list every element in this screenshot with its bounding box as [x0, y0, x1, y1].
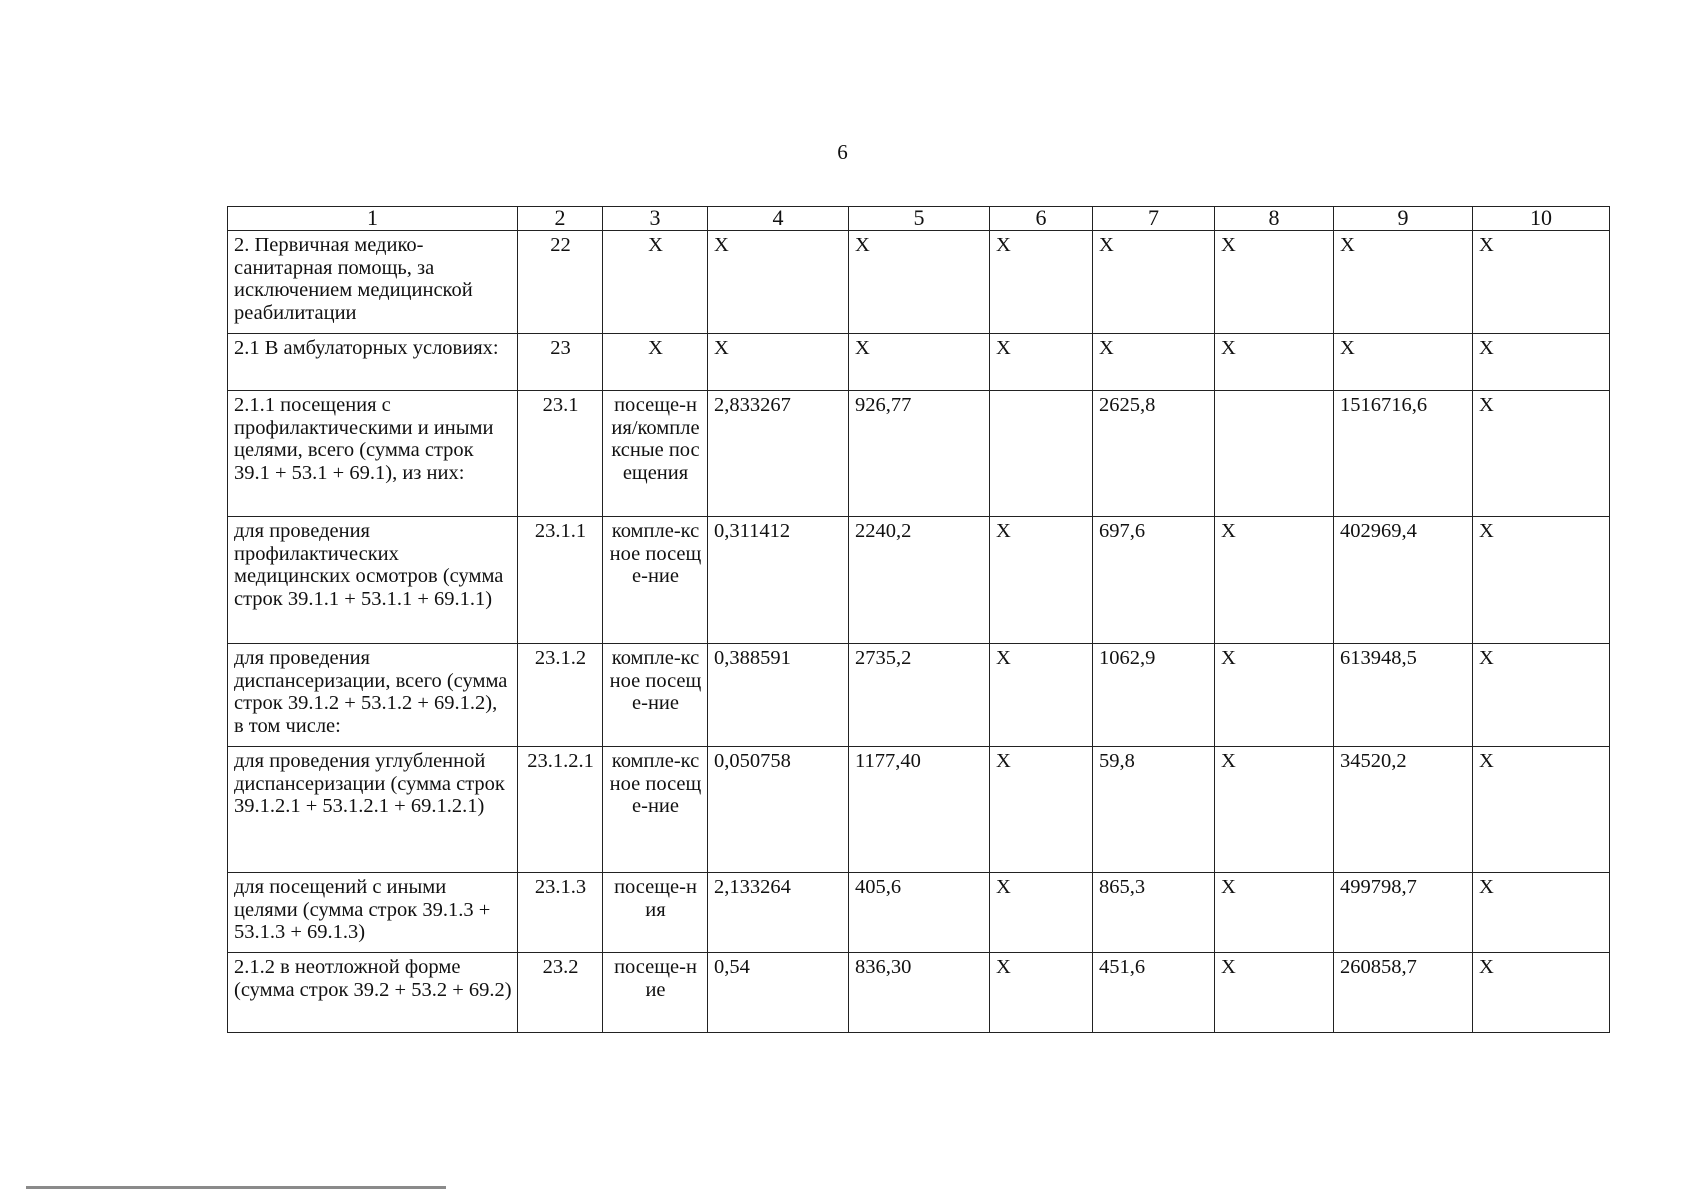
row-name: для проведения профилактических медицинских осмотров (сумма строк 39.1.1 + 53.1.1 + 69.1.1) [228, 517, 518, 644]
row-unit: Х [603, 231, 708, 334]
column-header: 10 [1473, 207, 1610, 231]
cell-col5: Х [849, 334, 990, 391]
column-header: 7 [1093, 207, 1215, 231]
cell-col5: 926,77 [849, 391, 990, 517]
cell-col4: 0,54 [708, 953, 849, 1033]
cell-col7: 2625,8 [1093, 391, 1215, 517]
cell-col10: Х [1473, 231, 1610, 334]
cell-col10: Х [1473, 334, 1610, 391]
row-code: 23.1.1 [518, 517, 603, 644]
cell-col4: 2,833267 [708, 391, 849, 517]
row-unit: компле-ксное посеще-ние [603, 747, 708, 873]
row-code: 23.2 [518, 953, 603, 1033]
cell-col7: 451,6 [1093, 953, 1215, 1033]
row-name: для проведения углубленной диспансеризации (сумма строк 39.1.2.1 + 53.1.2.1 + 69.1.2.1) [228, 747, 518, 873]
row-code: 23.1.2.1 [518, 747, 603, 873]
row-name: 2.1.2 в неотложной форме (сумма строк 39.2 + 53.2 + 69.2) [228, 953, 518, 1033]
page-number: 6 [837, 140, 848, 164]
cell-col6: Х [990, 231, 1093, 334]
cell-col6: Х [990, 517, 1093, 644]
row-unit: компле-ксное посеще-ние [603, 644, 708, 747]
cell-col4: Х [708, 231, 849, 334]
row-unit: посеще-ния [603, 873, 708, 953]
table-row [228, 644, 1610, 747]
cell-col8: Х [1215, 747, 1334, 873]
cell-col10: Х [1473, 747, 1610, 873]
cell-col6: Х [990, 334, 1093, 391]
row-code: 23 [518, 334, 603, 391]
column-number-row [228, 207, 1610, 231]
cell-col7: 1062,9 [1093, 644, 1215, 747]
table-row [228, 747, 1610, 873]
column-header: 5 [849, 207, 990, 231]
cell-col10: Х [1473, 873, 1610, 953]
row-name: 2.1.1 посещения с профилактическими и иными целями, всего (сумма строк 39.1 + 53.1 + 69.1), из них: [228, 391, 518, 517]
row-name: 2. Первичная медико-санитарная помощь, за исключением медицинской реабилитации [228, 231, 518, 334]
cell-col4: 0,050758 [708, 747, 849, 873]
row-code: 23.1.2 [518, 644, 603, 747]
cell-col10: Х [1473, 517, 1610, 644]
column-header: 1 [228, 207, 518, 231]
cell-col9: 613948,5 [1334, 644, 1473, 747]
cell-col4: 0,388591 [708, 644, 849, 747]
cell-col6: Х [990, 747, 1093, 873]
table-row [228, 517, 1610, 644]
data-table [227, 206, 1610, 1033]
row-code: 22 [518, 231, 603, 334]
column-header: 6 [990, 207, 1093, 231]
row-unit: компле-ксное посеще-ние [603, 517, 708, 644]
cell-col8: Х [1215, 231, 1334, 334]
cell-col4: Х [708, 334, 849, 391]
column-header: 2 [518, 207, 603, 231]
cell-col5: 1177,40 [849, 747, 990, 873]
column-header: 4 [708, 207, 849, 231]
cell-col8: Х [1215, 517, 1334, 644]
row-unit: посеще-ние [603, 953, 708, 1033]
table-row [228, 391, 1610, 517]
cell-col8 [1215, 391, 1334, 517]
row-name: для посещений с иными целями (сумма строк 39.1.3 + 53.1.3 + 69.1.3) [228, 873, 518, 953]
cell-col6: Х [990, 953, 1093, 1033]
cell-col9: 34520,2 [1334, 747, 1473, 873]
cell-col5: 836,30 [849, 953, 990, 1033]
cell-col8: Х [1215, 953, 1334, 1033]
cell-col9: Х [1334, 334, 1473, 391]
row-code: 23.1 [518, 391, 603, 517]
cell-col7: 59,8 [1093, 747, 1215, 873]
cell-col6 [990, 391, 1093, 517]
table-row [228, 953, 1610, 1033]
cell-col8: Х [1215, 334, 1334, 391]
cell-col5: 405,6 [849, 873, 990, 953]
cell-col4: 0,311412 [708, 517, 849, 644]
cell-col8: Х [1215, 644, 1334, 747]
row-name: 2.1 В амбулаторных условиях: [228, 334, 518, 391]
cell-col7: 697,6 [1093, 517, 1215, 644]
row-code: 23.1.3 [518, 873, 603, 953]
cell-col7: Х [1093, 334, 1215, 391]
cell-col9: 402969,4 [1334, 517, 1473, 644]
cell-col5: 2735,2 [849, 644, 990, 747]
cell-col9: 1516716,6 [1334, 391, 1473, 517]
column-header: 3 [603, 207, 708, 231]
cell-col6: Х [990, 644, 1093, 747]
cell-col9: 260858,7 [1334, 953, 1473, 1033]
cell-col8: Х [1215, 873, 1334, 953]
column-header: 9 [1334, 207, 1473, 231]
footer-rule [26, 1186, 446, 1189]
cell-col10: Х [1473, 391, 1610, 517]
table-row [228, 231, 1610, 334]
cell-col6: Х [990, 873, 1093, 953]
cell-col10: Х [1473, 644, 1610, 747]
cell-col7: 865,3 [1093, 873, 1215, 953]
row-unit: Х [603, 334, 708, 391]
cell-col9: Х [1334, 231, 1473, 334]
cell-col5: Х [849, 231, 990, 334]
table-row [228, 873, 1610, 953]
cell-col4: 2,133264 [708, 873, 849, 953]
column-header: 8 [1215, 207, 1334, 231]
row-name: для проведения диспансеризации, всего (сумма строк 39.1.2 + 53.1.2 + 69.1.2), в том числе: [228, 644, 518, 747]
cell-col5: 2240,2 [849, 517, 990, 644]
cell-col9: 499798,7 [1334, 873, 1473, 953]
cell-col7: Х [1093, 231, 1215, 334]
cell-col10: Х [1473, 953, 1610, 1033]
row-unit: посеще-ния/комплексные посещения [603, 391, 708, 517]
table-row [228, 334, 1610, 391]
